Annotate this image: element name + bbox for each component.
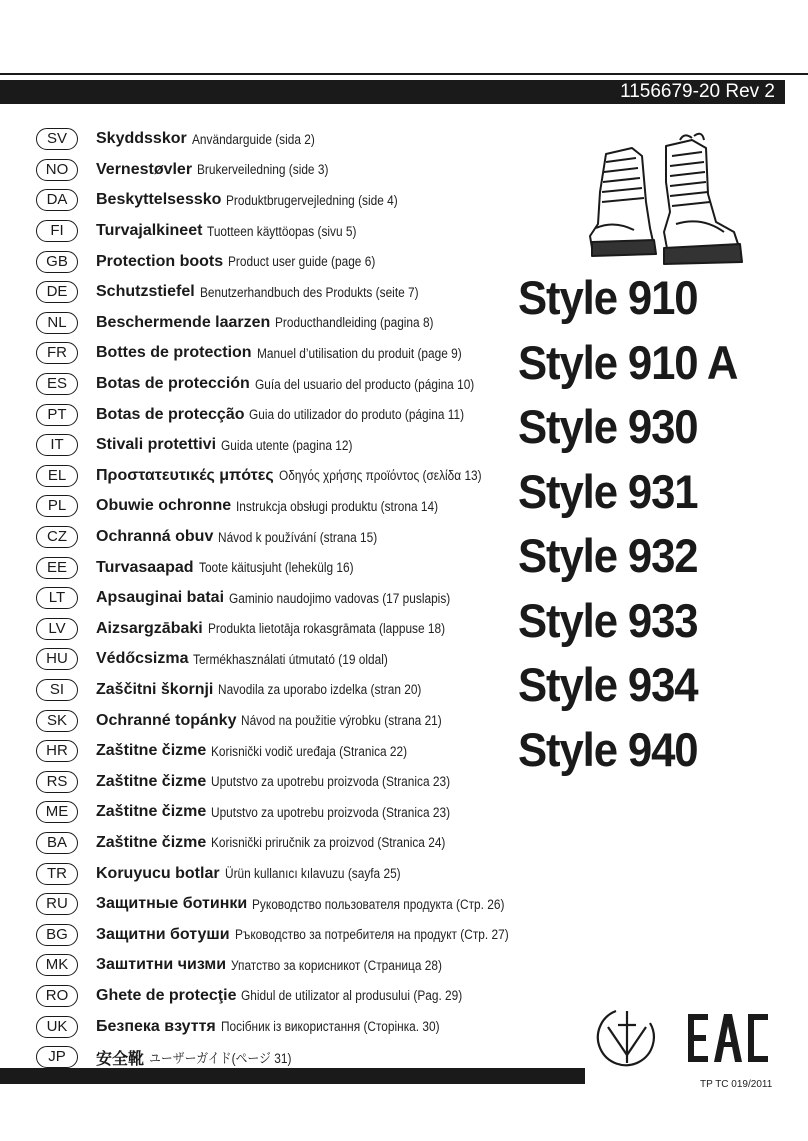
language-code-badge: ES xyxy=(36,373,78,395)
language-page-ref: Navodila za uporabo izdelka (stran 20) xyxy=(218,682,422,698)
language-code-badge: HR xyxy=(36,740,78,762)
conformity-mark-icon xyxy=(594,1003,660,1069)
language-code-badge: NL xyxy=(36,312,78,334)
language-code-badge: SI xyxy=(36,679,78,701)
language-title: Zaštitne čizme xyxy=(96,833,207,851)
language-entry xyxy=(36,246,556,277)
language-code-badge: MK xyxy=(36,954,78,976)
language-code-badge: LT xyxy=(36,587,78,609)
language-code-badge: PL xyxy=(36,495,78,517)
language-title: Botas de protecção xyxy=(96,405,245,423)
language-page-ref: Упатство за корисникот (Страница 28) xyxy=(231,957,443,973)
language-code-badge: BG xyxy=(36,924,78,946)
language-entry xyxy=(36,491,556,522)
language-title: Védőcsizma xyxy=(96,650,189,668)
language-page-ref: Instrukcja obsługi produktu (strona 14) xyxy=(236,498,439,514)
language-page-ref: Produkta lietotāja rokasgrāmata (lappuse 18) xyxy=(207,621,445,637)
model-list xyxy=(518,266,808,782)
eac-regulation-note: TP TC 019/2011 xyxy=(700,1079,773,1090)
language-title: Protection boots xyxy=(96,252,224,270)
language-entry xyxy=(36,399,556,430)
language-entry xyxy=(36,614,556,645)
language-title: Turvajalkineet xyxy=(96,222,203,240)
language-code-badge: BA xyxy=(36,832,78,854)
language-code-badge: NO xyxy=(36,159,78,181)
language-code-badge: FR xyxy=(36,342,78,364)
language-page-ref: Guia do utilizador do produto (página 11) xyxy=(249,407,465,423)
language-code-badge: HU xyxy=(36,648,78,670)
language-page-ref: Gaminio naudojimo vadovas (17 puslapis) xyxy=(229,590,451,606)
language-page-ref: Brukerveiledning (side 3) xyxy=(197,162,329,178)
eac-logo xyxy=(686,1012,770,1064)
language-title: Turvasaapad xyxy=(96,558,194,576)
language-entry xyxy=(36,583,556,614)
language-code-badge: DA xyxy=(36,189,78,211)
language-title: 安全靴 xyxy=(96,1050,145,1068)
language-title: Skyddsskor xyxy=(96,130,187,148)
language-entry xyxy=(36,675,556,706)
language-page-ref: Användarguide (sida 2) xyxy=(191,131,315,147)
language-title: Προστατευτικές μπότες xyxy=(96,466,274,484)
language-entry xyxy=(36,950,556,981)
language-entry xyxy=(36,308,556,339)
language-entry xyxy=(36,858,556,889)
language-page-ref: Uputstvo za upotrebu proizvoda (Stranica 23) xyxy=(211,774,451,790)
language-title: Obuwie ochronne xyxy=(96,497,232,515)
language-page-ref: Руководство пользователя продукта (Стр. 26) xyxy=(252,896,505,912)
language-entry xyxy=(36,828,556,859)
language-title: Botas de protección xyxy=(96,375,250,393)
model-name: Style 933 xyxy=(518,593,698,647)
language-entry xyxy=(36,919,556,950)
language-code-badge: LV xyxy=(36,618,78,640)
boots-illustration xyxy=(584,132,744,272)
model-name: Style 930 xyxy=(518,400,698,453)
language-page-ref: ユーザーガイド(ページ 31) xyxy=(149,1051,292,1067)
language-code-badge: GB xyxy=(36,251,78,273)
language-code-badge: RO xyxy=(36,985,78,1007)
language-page-ref: Manuel d’utilisation du produit (page 9) xyxy=(256,345,462,361)
language-entry xyxy=(36,705,556,736)
language-title: Vernestøvler xyxy=(96,160,193,178)
language-title: Защитные ботинки xyxy=(96,895,248,913)
language-title: Заштитни чизми xyxy=(96,956,227,974)
language-title: Stivali protettivi xyxy=(96,436,217,454)
language-title: Apsauginai batai xyxy=(96,589,225,607)
language-page-ref: Produktbrugervejledning (side 4) xyxy=(226,192,399,208)
language-title: Beschermende laarzen xyxy=(96,313,271,331)
language-entry xyxy=(36,277,556,308)
language-title: Beskyttelsessko xyxy=(96,191,222,209)
language-entry xyxy=(36,644,556,675)
language-code-badge: RU xyxy=(36,893,78,915)
language-entry xyxy=(36,766,556,797)
language-page-ref: Guida utente (pagina 12) xyxy=(221,437,353,453)
language-code-badge: EL xyxy=(36,465,78,487)
language-title: Ghete de protecţie xyxy=(96,986,237,1004)
language-page-ref: Uputstvo za upotrebu proizvoda (Stranica 23) xyxy=(211,804,451,820)
language-title: Aizsargzābaki xyxy=(96,619,203,637)
language-entry xyxy=(36,522,556,553)
model-name: Style 910 A xyxy=(518,335,738,389)
language-title: Ochranná obuv xyxy=(96,528,214,546)
language-entry xyxy=(36,981,556,1012)
language-title: Schutzstiefel xyxy=(96,283,195,301)
language-page-ref: Korisnički vodič uređaja (Stranica 22) xyxy=(211,743,408,759)
language-code-badge: UK xyxy=(36,1016,78,1038)
bottom-rule xyxy=(0,1068,585,1084)
language-entry xyxy=(36,461,556,492)
language-code-badge: ME xyxy=(36,801,78,823)
language-entry xyxy=(36,338,556,369)
model-name: Style 910 xyxy=(518,271,698,324)
language-page-ref: Product user guide (page 6) xyxy=(228,254,376,270)
language-entry xyxy=(36,797,556,828)
language-entry xyxy=(36,155,556,186)
language-entry xyxy=(36,185,556,216)
language-page-ref: Посібник із використання (Сторінка. 30) xyxy=(220,1019,440,1035)
language-entry xyxy=(36,369,556,400)
model-name: Style 931 xyxy=(518,464,698,518)
language-page-ref: Toote käitusjuht (lehekülg 16) xyxy=(198,560,354,576)
document-code-bar xyxy=(0,80,785,104)
language-page-ref: Οδηγός χρήσης προϊόντος (σελίδα 13) xyxy=(278,468,482,484)
language-code-badge: JP xyxy=(36,1046,78,1068)
language-page-ref: Návod k používání (strana 15) xyxy=(218,529,378,545)
language-list xyxy=(36,124,556,1072)
language-page-ref: Producthandleiding (pagina 8) xyxy=(275,315,434,331)
language-title: Bottes de protection xyxy=(96,344,252,362)
language-entry xyxy=(36,124,556,155)
language-page-ref: Ghidul de utilizator al produsului (Pag. 29) xyxy=(241,988,463,1004)
language-title: Безпека взуття xyxy=(96,1017,216,1035)
language-entry xyxy=(36,430,556,461)
language-title: Koruyucu botlar xyxy=(96,864,220,882)
language-code-badge: RS xyxy=(36,771,78,793)
language-title: Защитни ботуши xyxy=(96,925,230,943)
language-page-ref: Korisnički priručnik za proizvod (Stranica 24) xyxy=(211,835,446,851)
language-code-badge: FI xyxy=(36,220,78,242)
language-title: Zaštitne čizme xyxy=(96,772,207,790)
language-page-ref: Ürün kullanıcı kılavuzu (sayfa 25) xyxy=(224,866,401,882)
language-title: Zaštitne čizme xyxy=(96,803,207,821)
language-entry xyxy=(36,889,556,920)
model-name: Style 934 xyxy=(518,658,698,711)
language-code-badge: CZ xyxy=(36,526,78,548)
language-title: Ochranné topánky xyxy=(96,711,237,729)
language-page-ref: Guía del usuario del producto (página 10) xyxy=(254,376,475,392)
model-name: Style 932 xyxy=(518,529,698,582)
language-title: Zaštitne čizme xyxy=(96,742,207,760)
language-page-ref: Návod na použitie výrobku (strana 21) xyxy=(241,713,443,729)
language-code-badge: DE xyxy=(36,281,78,303)
language-entry xyxy=(36,1011,556,1042)
language-code-badge: EE xyxy=(36,557,78,579)
document-code: 1156679-20 Rev 2 xyxy=(620,81,775,102)
language-page-ref: Benutzerhandbuch des Produkts (seite 7) xyxy=(199,284,419,300)
language-page-ref: Ръководство за потребителя на продукт (Стр. 27) xyxy=(234,927,509,943)
top-rule xyxy=(0,73,808,75)
language-entry xyxy=(36,216,556,247)
language-entry xyxy=(36,736,556,767)
language-code-badge: SV xyxy=(36,128,78,150)
language-code-badge: SK xyxy=(36,710,78,732)
language-code-badge: IT xyxy=(36,434,78,456)
language-page-ref: Tuotteen käyttöopas (sivu 5) xyxy=(207,223,357,239)
language-page-ref: Termékhasználati útmutató (19 oldal) xyxy=(193,651,389,667)
language-code-badge: PT xyxy=(36,404,78,426)
language-title: Zaščitni škornji xyxy=(96,680,214,698)
model-name: Style 940 xyxy=(518,722,698,776)
language-code-badge: TR xyxy=(36,863,78,885)
language-entry xyxy=(36,552,556,583)
